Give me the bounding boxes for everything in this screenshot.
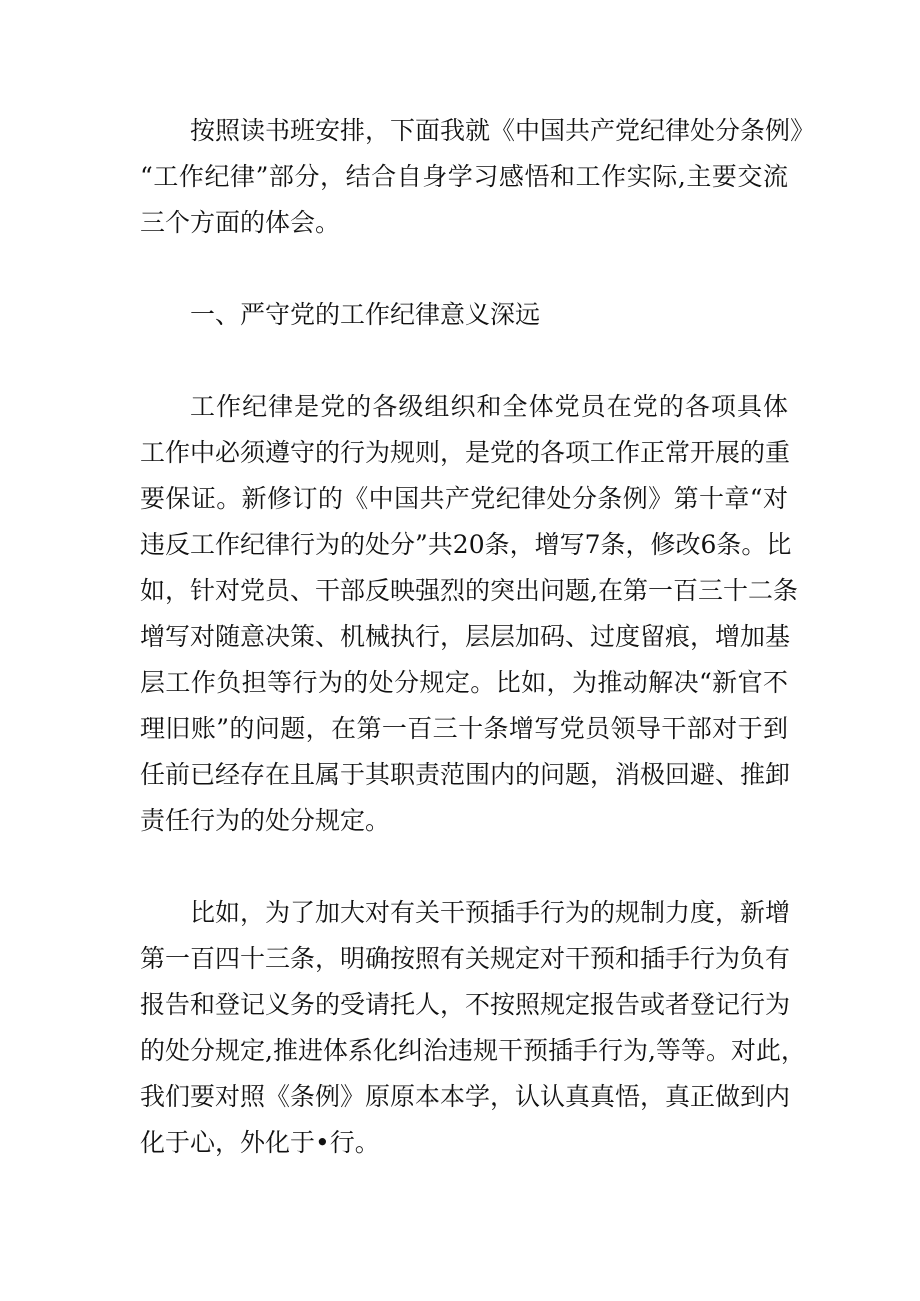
text-line: 三个方面的体会。 <box>140 208 341 237</box>
text-line: 层工作负担等行为的处分规定。比如，为推动解决“新官不 <box>140 668 788 697</box>
text-line: 如，针对党员、干部反映强烈的突出问题,在第一百三十二条 <box>140 576 798 605</box>
intro-paragraph <box>140 108 816 246</box>
text-line: 责任行为的处分规定。 <box>140 806 391 835</box>
text-line: 任前已经存在且属于其职责范围内的问题，消极回避、推卸 <box>140 760 791 789</box>
text-line: 比如，为了加大对有关干预插手行为的规制力度，新增 <box>190 898 791 927</box>
text-line: 违反工作纪律行为的处分”共20条，增写7条，修改6条。比 <box>140 530 792 559</box>
text-line: 化于心，外化于•行。 <box>140 1128 380 1157</box>
text-line: “工作纪律”部分，结合自身学习感悟和工作实际,主要交流 <box>140 162 788 191</box>
text-line: 增写对随意决策、机械执行，层层加码、过度留痕，增加基 <box>140 622 791 651</box>
text-line: 要保证。新修订的《中国共产党纪律处分条例》第十章“对 <box>140 484 788 513</box>
text-line: 工作中必须遵守的行为规则，是党的各项工作正常开展的重 <box>140 438 791 467</box>
text-line: 按照读书班安排，下面我就《中国共产党纪律处分条例》 <box>190 116 816 145</box>
text-line: 报告和登记义务的受请托人，不按照规定报告或者登记行为 <box>140 990 791 1019</box>
paragraph-gap <box>140 844 788 890</box>
body-paragraph-1 <box>140 384 798 844</box>
text-line: 我们要对照《条例》原原本本学，认认真真悟，真正做到内 <box>140 1082 791 1111</box>
paragraph-gap <box>140 246 788 292</box>
text-line: 第一百四十三条，明确按照有关规定对干预和插手行为负有 <box>140 944 791 973</box>
heading-line: 一、严守党的工作纪律意义深远 <box>190 300 541 329</box>
text-line: 工作纪律是党的各级组织和全体党员在党的各项具体 <box>190 392 788 421</box>
document-page <box>140 108 816 1166</box>
text-line: 理旧账”的问题，在第一百三十条增写党员领导干部对于到 <box>140 714 788 743</box>
body-paragraph-2 <box>140 890 806 1166</box>
section-heading <box>140 292 788 338</box>
text-line: 的处分规定,推进体系化纠治违规干预插手行为,等等。对此， <box>140 1036 806 1065</box>
paragraph-gap <box>140 338 788 384</box>
